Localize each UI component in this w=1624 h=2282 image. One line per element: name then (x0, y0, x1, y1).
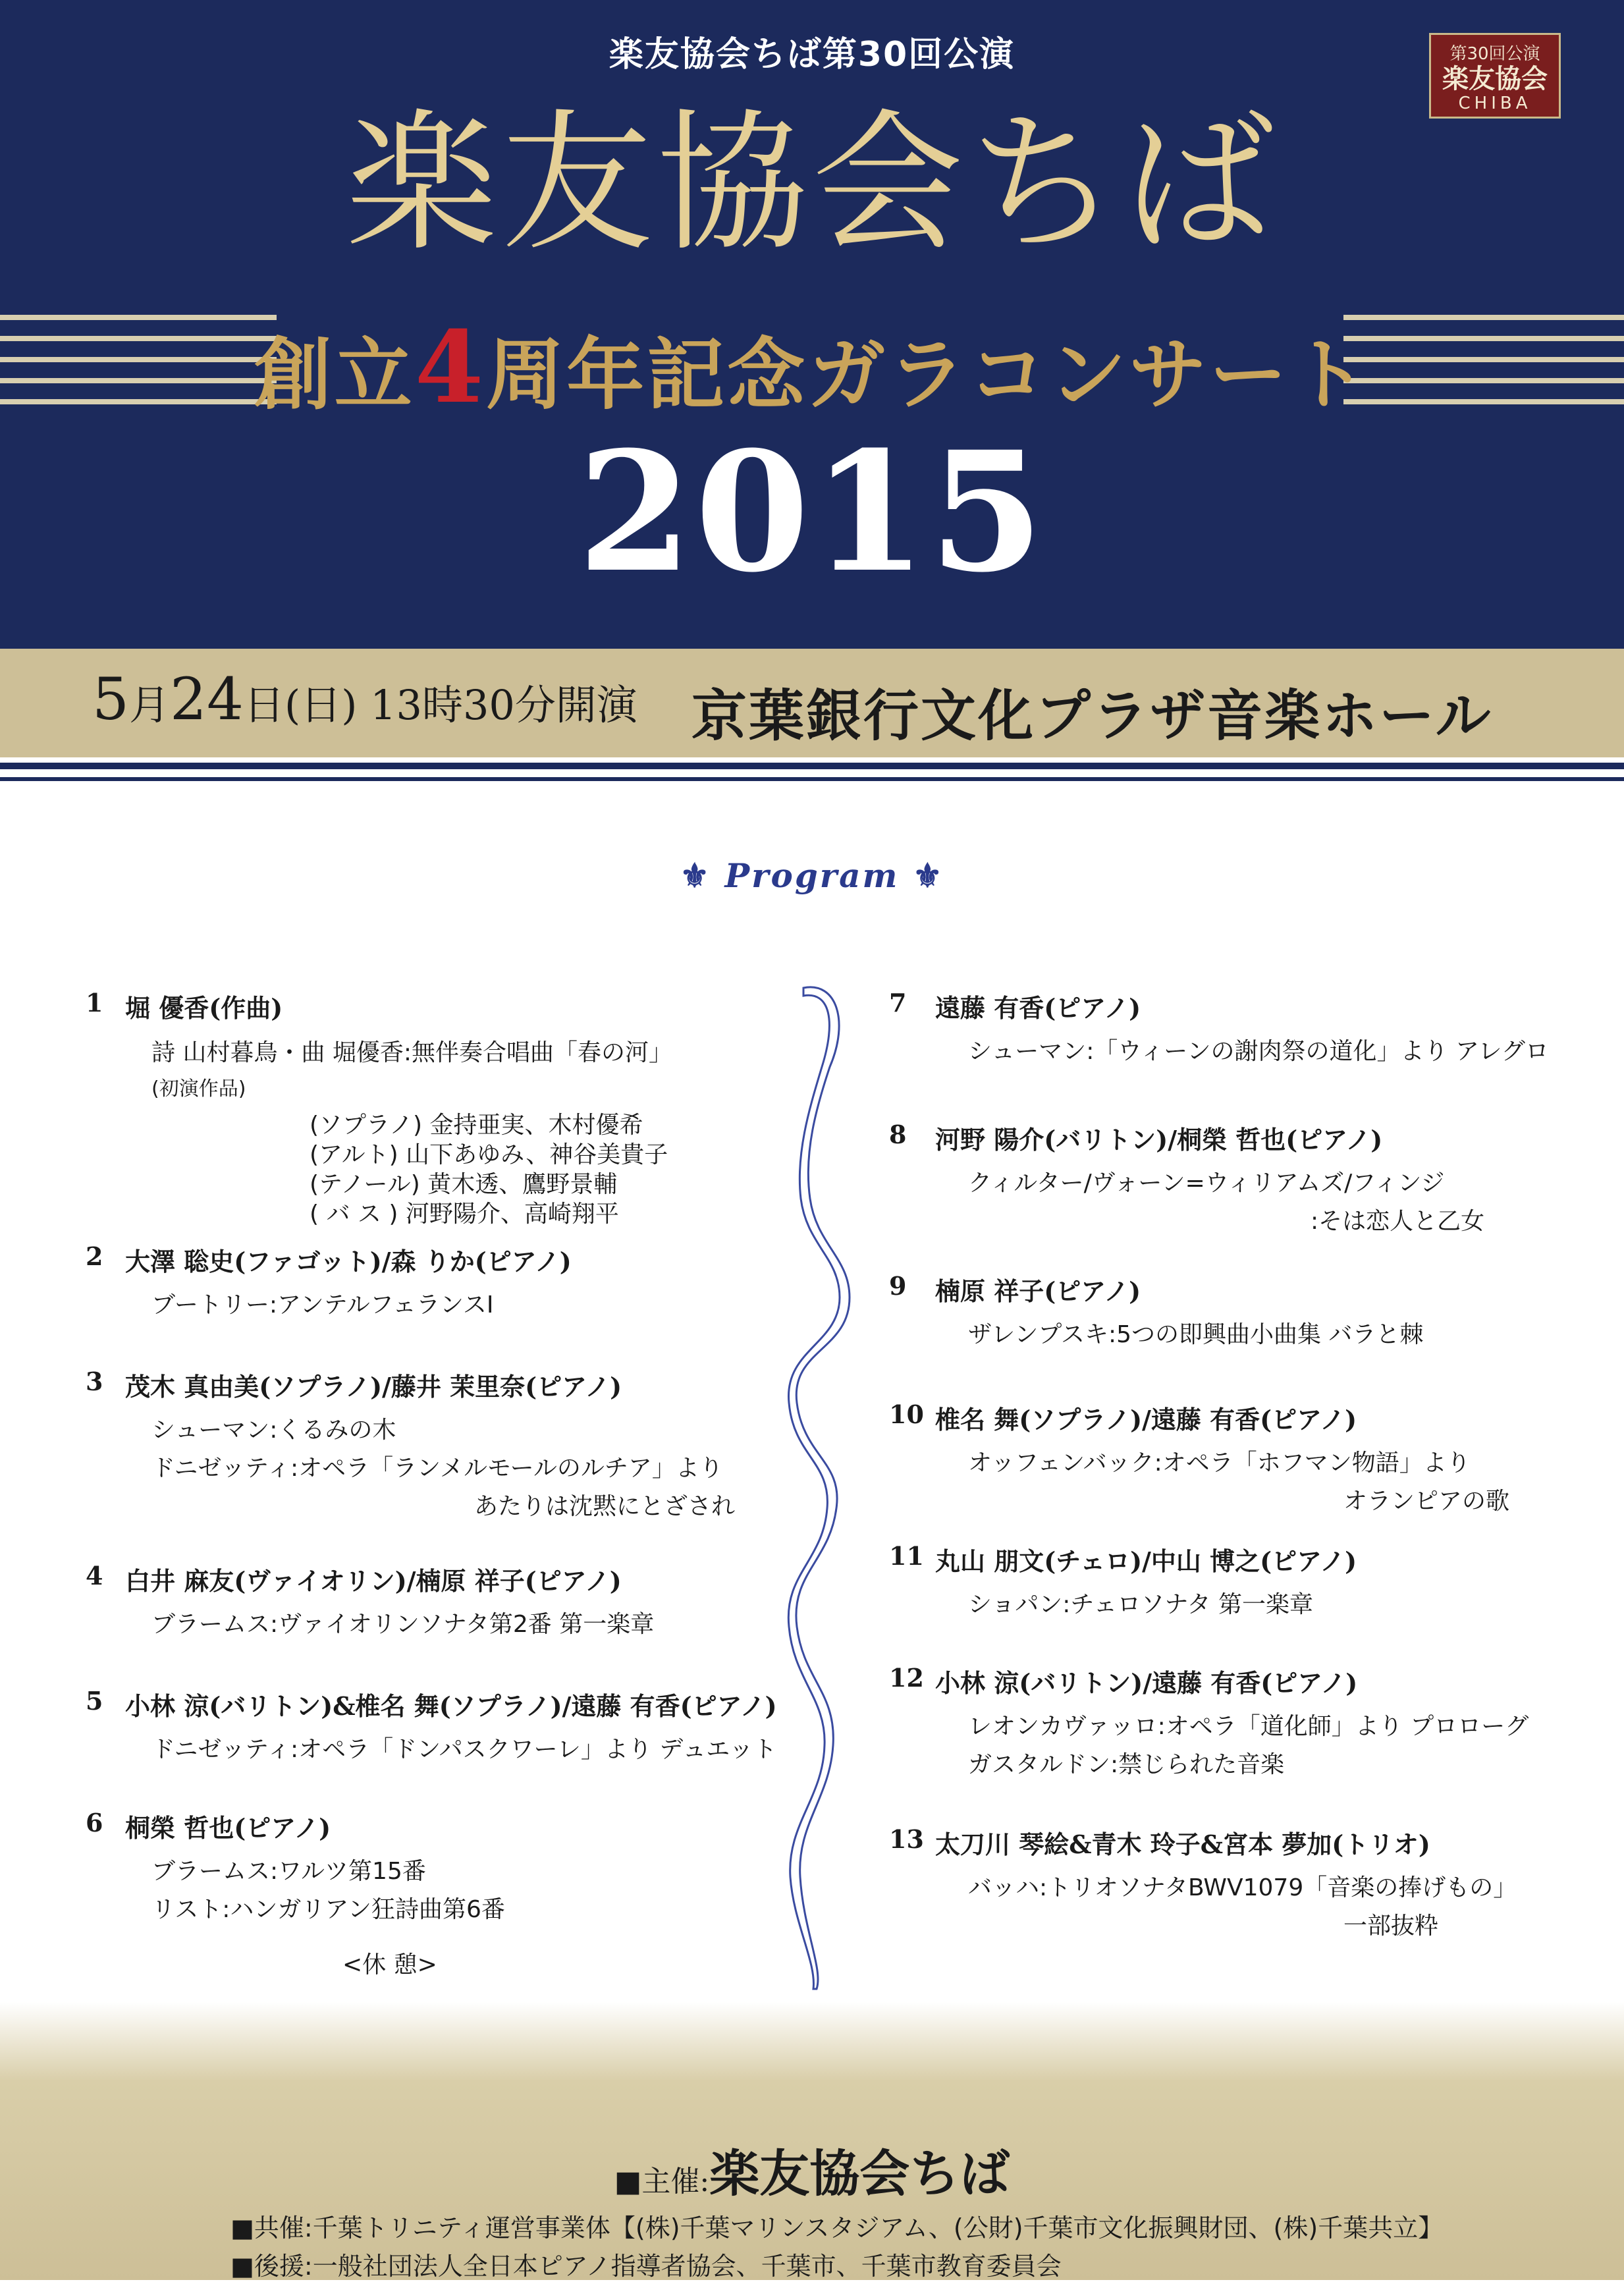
program-item-piece: クィルター/ヴォーン=ウィリアムズ/フィンジ (968, 1170, 1445, 1197)
organizer-name: 楽友協会ちば (709, 2144, 1010, 2203)
program-item-piece: ドニゼッティ:オペラ「ドンパスクワーレ」より デュエット (151, 1736, 777, 1763)
date-month-suffix: 月 (129, 681, 171, 729)
program-item-number: 8 (889, 1120, 907, 1149)
program-item-piece: ショパン:チェロソナタ 第一楽章 (968, 1591, 1313, 1618)
header-banner (0, 0, 1624, 649)
cosponsor-line: ■共催:千葉トリニティ運営事業体【(株)千葉マリンスタジアム、(公財)千葉市文化振興財団、(株)千葉共立】 (230, 2214, 1444, 2242)
program-item-piece: ザレンプスキ:5つの即興曲小曲集 バラと棘 (968, 1321, 1424, 1348)
program-item-piece: (初演作品) (151, 1077, 246, 1100)
badge-line3: CHIBA (1458, 94, 1532, 113)
program-item-piece: バッハ:トリオソナタBWV1079「音楽の捧げもの」 (968, 1874, 1517, 1901)
program-item-number: 5 (86, 1686, 103, 1716)
clef-ornament (777, 981, 856, 1996)
date-month: 5 (92, 665, 129, 733)
program-item-piece: ( バ ス ) 河野陽介、高崎翔平 (310, 1201, 619, 1228)
performance-subtitle: 楽友協会ちば第30回公演 (609, 35, 1015, 74)
program-item-number: 12 (889, 1663, 924, 1693)
program-item-number: 2 (86, 1241, 103, 1271)
program-item-performers: 小林 涼(バリトン)/遠藤 有香(ピアノ) (935, 1668, 1358, 1698)
program-item-performers: 堀 優香(作曲) (125, 993, 283, 1023)
program-item-piece: シューマン:「ウィーンの謝肉祭の道化」より アレグロ (968, 1038, 1549, 1065)
program-item-performers: 茂木 真由美(ソプラノ)/藤井 茉里奈(ピアノ) (125, 1372, 622, 1401)
program-item-performers: 太刀川 琴絵&青木 玲子&宮本 夢加(トリオ) (935, 1830, 1430, 1859)
program-item-number: 11 (889, 1541, 924, 1571)
organizer-label: ■主催: (614, 2165, 710, 2198)
program-item-number: 13 (889, 1824, 924, 1854)
program-item-performers: 丸山 朋文(チェロ)/中山 博之(ピアノ) (935, 1546, 1357, 1576)
main-title: 楽友協会ちば (345, 96, 1278, 272)
program-item-piece: ブートリー:アンテルフェランスⅠ (151, 1291, 494, 1318)
program-item-performers: 河野 陽介(バリトン)/桐榮 哲也(ピアノ) (935, 1125, 1383, 1155)
date-time: 日(日) 13時30分開演 (244, 681, 637, 729)
program-item-performers: 楠原 祥子(ピアノ) (935, 1276, 1141, 1306)
program-item-number: 3 (86, 1367, 103, 1396)
anniversary-post: 周年記念ガラコンサート (486, 329, 1370, 420)
organizer (0, 2134, 1624, 2206)
anniversary-pre: 創立 (254, 329, 415, 420)
intermission-label: <休 憩> (342, 1951, 437, 1978)
fleur-icon: ⚜ (680, 856, 712, 895)
program-item-piece: ドニゼッティ:オペラ「ランメルモールのルチア」より (151, 1455, 723, 1482)
program-item-number: 7 (889, 988, 907, 1018)
program-item-piece: ブラームス:ワルツ第15番 (151, 1858, 426, 1885)
badge-line2: 楽友協会 (1442, 64, 1548, 94)
program-item-piece: :そは恋人と乙女 (1311, 1208, 1485, 1235)
venue-name: 京葉銀行文化プラザ音楽ホール (691, 683, 1493, 748)
program-item-piece: 一部抜粋 (1343, 1913, 1439, 1940)
program-item-performers: 白井 麻友(ヴァイオリン)/楠原 祥子(ピアノ) (125, 1566, 622, 1596)
anniversary-title (0, 310, 1624, 425)
program-item-piece: (アルト) 山下あゆみ、神谷美貴子 (310, 1141, 668, 1168)
program-item-piece: レオンカヴァッロ:オペラ「道化師」より プロローグ (968, 1713, 1529, 1740)
divider-line (0, 777, 1624, 781)
program-item-piece: ガスタルドン:禁じられた音楽 (968, 1751, 1285, 1778)
program-item-number: 1 (86, 988, 103, 1018)
date-day: 24 (170, 665, 244, 733)
program-item-number: 10 (889, 1399, 924, 1429)
program-item-piece: リスト:ハンガリアン狂詩曲第6番 (151, 1896, 505, 1923)
program-item-performers: 遠藤 有香(ピアノ) (935, 993, 1141, 1023)
divider-line (0, 763, 1624, 769)
concert-date (92, 665, 637, 733)
program-item-performers: 桐榮 哲也(ピアノ) (125, 1813, 331, 1843)
program-item-number: 4 (86, 1561, 103, 1590)
program-item-number: 6 (86, 1808, 103, 1837)
program-item-piece: あたりは沈黙にとざされ (474, 1493, 736, 1520)
program-item-piece: オランピアの歌 (1343, 1488, 1510, 1515)
program-item-piece: (テノール) 黄木透、鷹野景輔 (310, 1171, 618, 1198)
fleur-icon: ⚜ (912, 856, 944, 895)
program-item-piece: オッフェンバック:オペラ「ホフマン物語」より (968, 1450, 1471, 1477)
program-item-performers: 椎名 舞(ソプラノ)/遠藤 有香(ピアノ) (935, 1405, 1357, 1434)
program-heading (0, 856, 1624, 895)
year-title: 2015 (578, 415, 1046, 609)
program-item-number: 9 (889, 1271, 907, 1301)
badge-line1: 第30回公演 (1449, 44, 1540, 64)
program-item-performers: 小林 涼(バリトン)&椎名 舞(ソプラノ)/遠藤 有香(ピアノ) (125, 1691, 777, 1721)
program-item-piece: (ソプラノ) 金持亜実、木村優希 (310, 1112, 643, 1139)
anniversary-number: 4 (414, 310, 487, 425)
program-item-piece: 詩 山村暮鳥・曲 堀優香:無伴奏合唱曲「春の河」 (151, 1039, 673, 1066)
program-heading-text: Program (724, 856, 900, 895)
program-item-performers: 大澤 聡史(ファゴット)/森 りか(ピアノ) (125, 1247, 572, 1276)
support-line: ■後援:一般社団法人全日本ピアノ指導者協会、千葉市、千葉市教育委員会 (230, 2252, 1062, 2281)
program-item-piece: ブラームス:ヴァイオリンソナタ第2番 第一楽章 (151, 1611, 655, 1638)
program-item-piece: シューマン:くるみの木 (151, 1417, 396, 1444)
